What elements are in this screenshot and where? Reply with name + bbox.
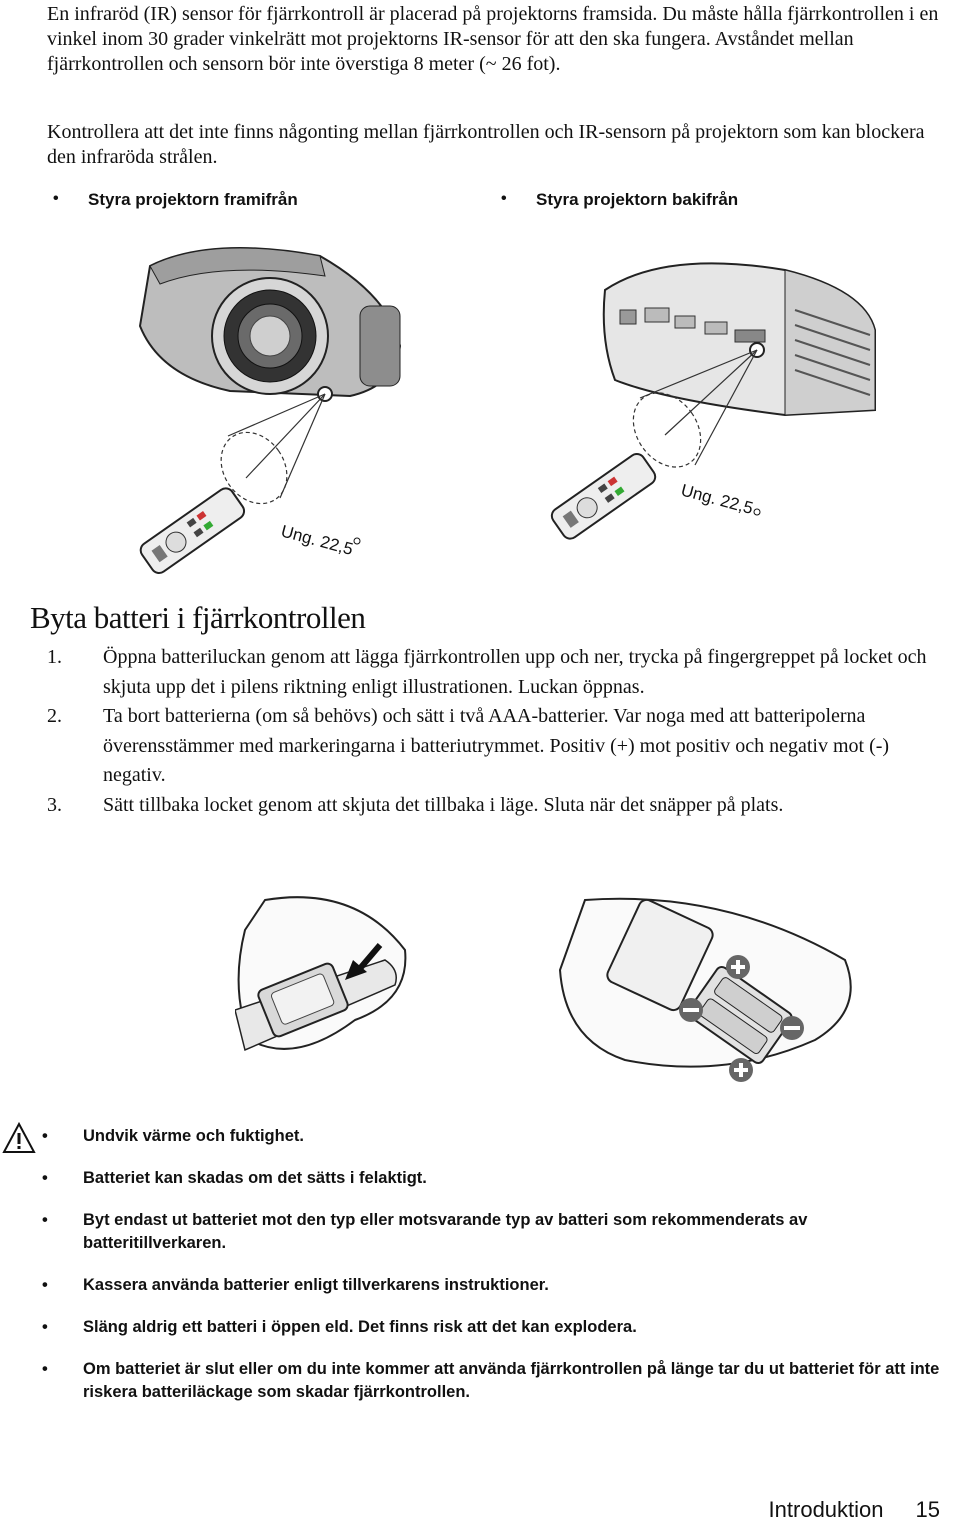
intro-paragraph-2: Kontrollera att det inte finns någonting mellan fjärrkontrollen och IR-sensorn på projektorn som kan blockera den infraröda strålen. xyxy=(47,121,925,168)
angle-label-front: Ung. 22,5 xyxy=(278,521,356,559)
section-title: Byta batteri i fjärrkontrollen xyxy=(30,600,366,635)
warning-item: • Kassera använda batterier enligt tillverkarens instruktioner. xyxy=(42,1276,549,1294)
step-number: 2. xyxy=(47,705,62,727)
warnings-list xyxy=(42,1125,943,1423)
warning-item: • Byt endast ut batteriet mot den typ eller motsvarande typ av batteri som rekommenderats av batteritillverkaren. xyxy=(42,1211,808,1252)
step-number: 3. xyxy=(47,793,62,816)
intro-paragraph-1: En infraröd (IR) sensor för fjärrkontroll är placerad på projektorns framsida. Du måste hålla fjärrkontrollen i en vinkel inom 30 grader vinkelrätt mot projektorns IR-sensor för att den ska fungera. Avståndet mellan fjärrkontrollen och sensorn bör inte överstiga 8 meter (~ 26 fot). xyxy=(47,3,939,75)
minus-icon xyxy=(780,1016,804,1040)
back-projector-illustration xyxy=(545,250,885,570)
bullet-dot: • xyxy=(501,190,507,207)
page-number: 15 xyxy=(915,1497,940,1522)
plus-icon xyxy=(729,1058,753,1082)
remote-control-front xyxy=(138,485,248,576)
bullet-back-control xyxy=(501,189,739,211)
remote-control-back xyxy=(549,451,659,542)
remote-cover-illustration xyxy=(235,890,415,1070)
plus-icon xyxy=(726,955,750,979)
minus-icon xyxy=(679,998,703,1022)
warning-item: • Släng aldrig ett batteri i öppen eld. Det finns risk att det kan explodera. xyxy=(42,1318,637,1336)
step-item xyxy=(47,791,927,821)
step-text: Ta bort batterierna (om så behövs) och sätt i två AAA-batterier. Var noga med att batteripolerna överensstämmer med markeringarna i batteriutrymmet. Positiv (+) mot positiv och negativ mot (-) negativ. xyxy=(103,705,890,786)
step-item xyxy=(47,643,927,702)
battery-steps-list xyxy=(47,643,927,820)
step-text: Sätt tillbaka locket genom att skjuta det tillbaka i läge. Sluta när det snäpper på plats. xyxy=(103,793,784,816)
step-text: Öppna batteriluckan genom att lägga fjärrkontrollen upp och ner, trycka på fingergreppet på locket och skjuta upp det i pilens riktning enligt illustrationen. Luckan öppnas. xyxy=(103,646,927,698)
warning-icon xyxy=(2,1122,36,1154)
angle-label-back: Ung. 22,5 xyxy=(678,480,756,518)
projector-lens xyxy=(212,278,328,394)
step-number: 1. xyxy=(47,646,62,668)
footer-section: Introduktion xyxy=(768,1497,884,1522)
bullet-dot: • xyxy=(53,190,59,207)
warning-item: • Batteriet kan skadas om det sätts i felaktigt. xyxy=(42,1169,427,1187)
page-footer xyxy=(769,1497,940,1523)
bullet-front-control xyxy=(53,189,298,211)
step-item xyxy=(47,702,927,791)
projector-rear-body xyxy=(604,263,875,415)
warning-item: • Undvik värme och fuktighet. xyxy=(42,1127,304,1145)
remote-battery-illustration xyxy=(545,890,865,1090)
degree-icon xyxy=(754,509,760,515)
warning-item: • Om batteriet är slut eller om du inte kommer att använda fjärrkontrollen på länge tar du ut batteriet för att inte riskera batteriläckage som skadar fjärrkontrollen. xyxy=(42,1360,940,1401)
front-projector-illustration xyxy=(120,236,420,586)
bullet-front-label: Styra projektorn framifrån xyxy=(88,190,298,209)
bullet-back-label: Styra projektorn bakifrån xyxy=(536,190,739,209)
